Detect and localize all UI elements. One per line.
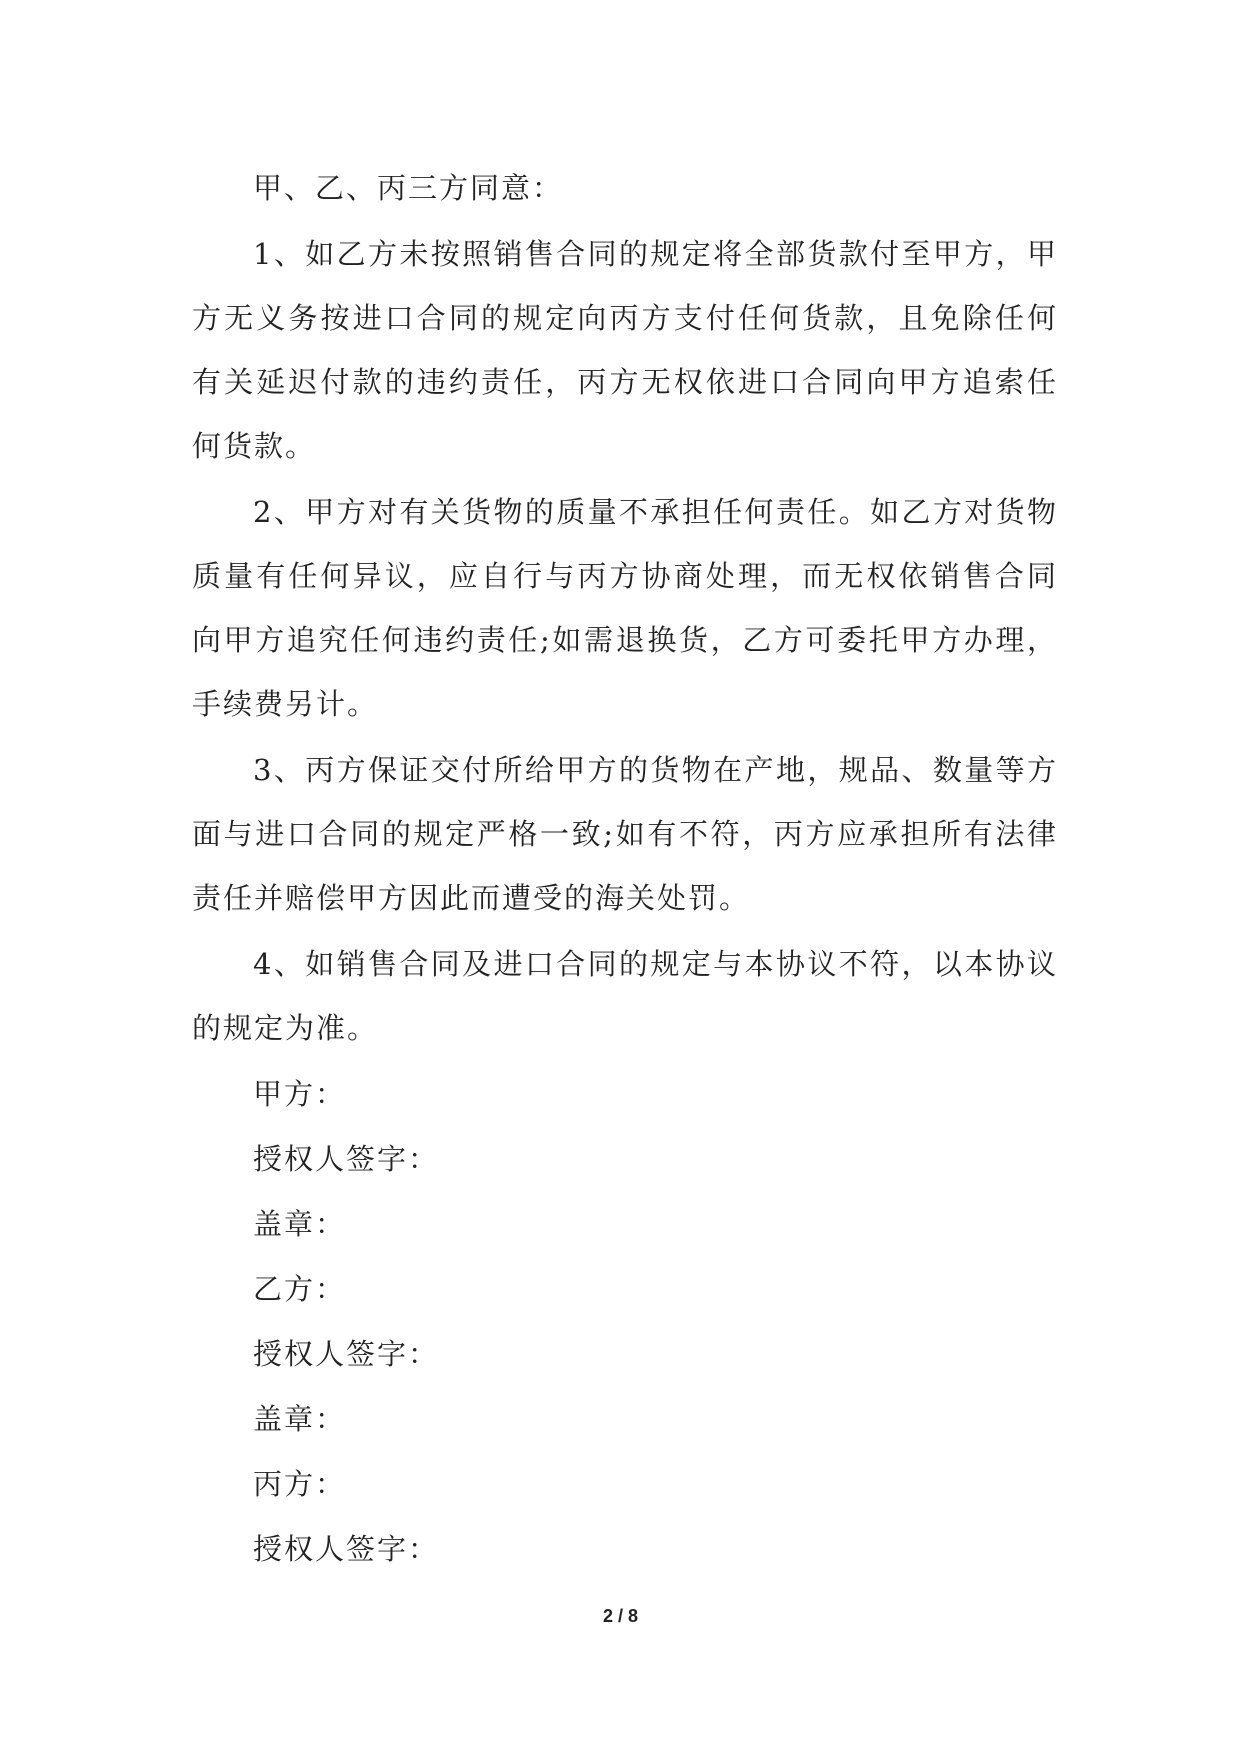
party-a-signatory-label: 授权人签字： (253, 1142, 440, 1176)
clause-2: 2、甲方对有关货物的质量不承担任何责任。如乙方对货物质量有任何异议，应自行与丙方协商处理，而无权依销售合同向甲方追究任何违约责任;如需退换货，乙方可委托甲方办理，手续费另计。 (192, 495, 1058, 721)
party-c-label: 丙方： (253, 1467, 347, 1501)
clause-3: 3、丙方保证交付所给甲方的货物在产地，规品、数量等方面与进口合同的规定严格一致;如有不符，丙方应承担所有法律责任并赔偿甲方因此而遭受的海关处罚。 (192, 753, 1058, 915)
intro-paragraph: 甲、乙、丙三方同意： (253, 171, 564, 205)
document-body (192, 156, 1058, 1582)
clause-4: 4、如销售合同及进口合同的规定与本协议不符，以本协议的规定为准。 (192, 947, 1058, 1045)
party-b-seal-label: 盖章： (253, 1402, 347, 1436)
page-number: 2 / 8 (602, 1606, 639, 1626)
party-c-signatory-label: 授权人签字： (253, 1532, 440, 1566)
party-a-seal-label: 盖章： (253, 1207, 347, 1241)
signature-block (192, 1062, 1058, 1582)
party-b-label: 乙方： (253, 1272, 347, 1306)
party-b-signatory-label: 授权人签字： (253, 1337, 440, 1371)
clause-1: 1、如乙方未按照销售合同的规定将全部货款付至甲方，甲方无义务按进口合同的规定向丙方支付任何货款，且免除任何有关延迟付款的违约责任，丙方无权依进口合同向甲方追索任何货款。 (192, 237, 1058, 463)
party-a-label: 甲方： (253, 1077, 347, 1111)
